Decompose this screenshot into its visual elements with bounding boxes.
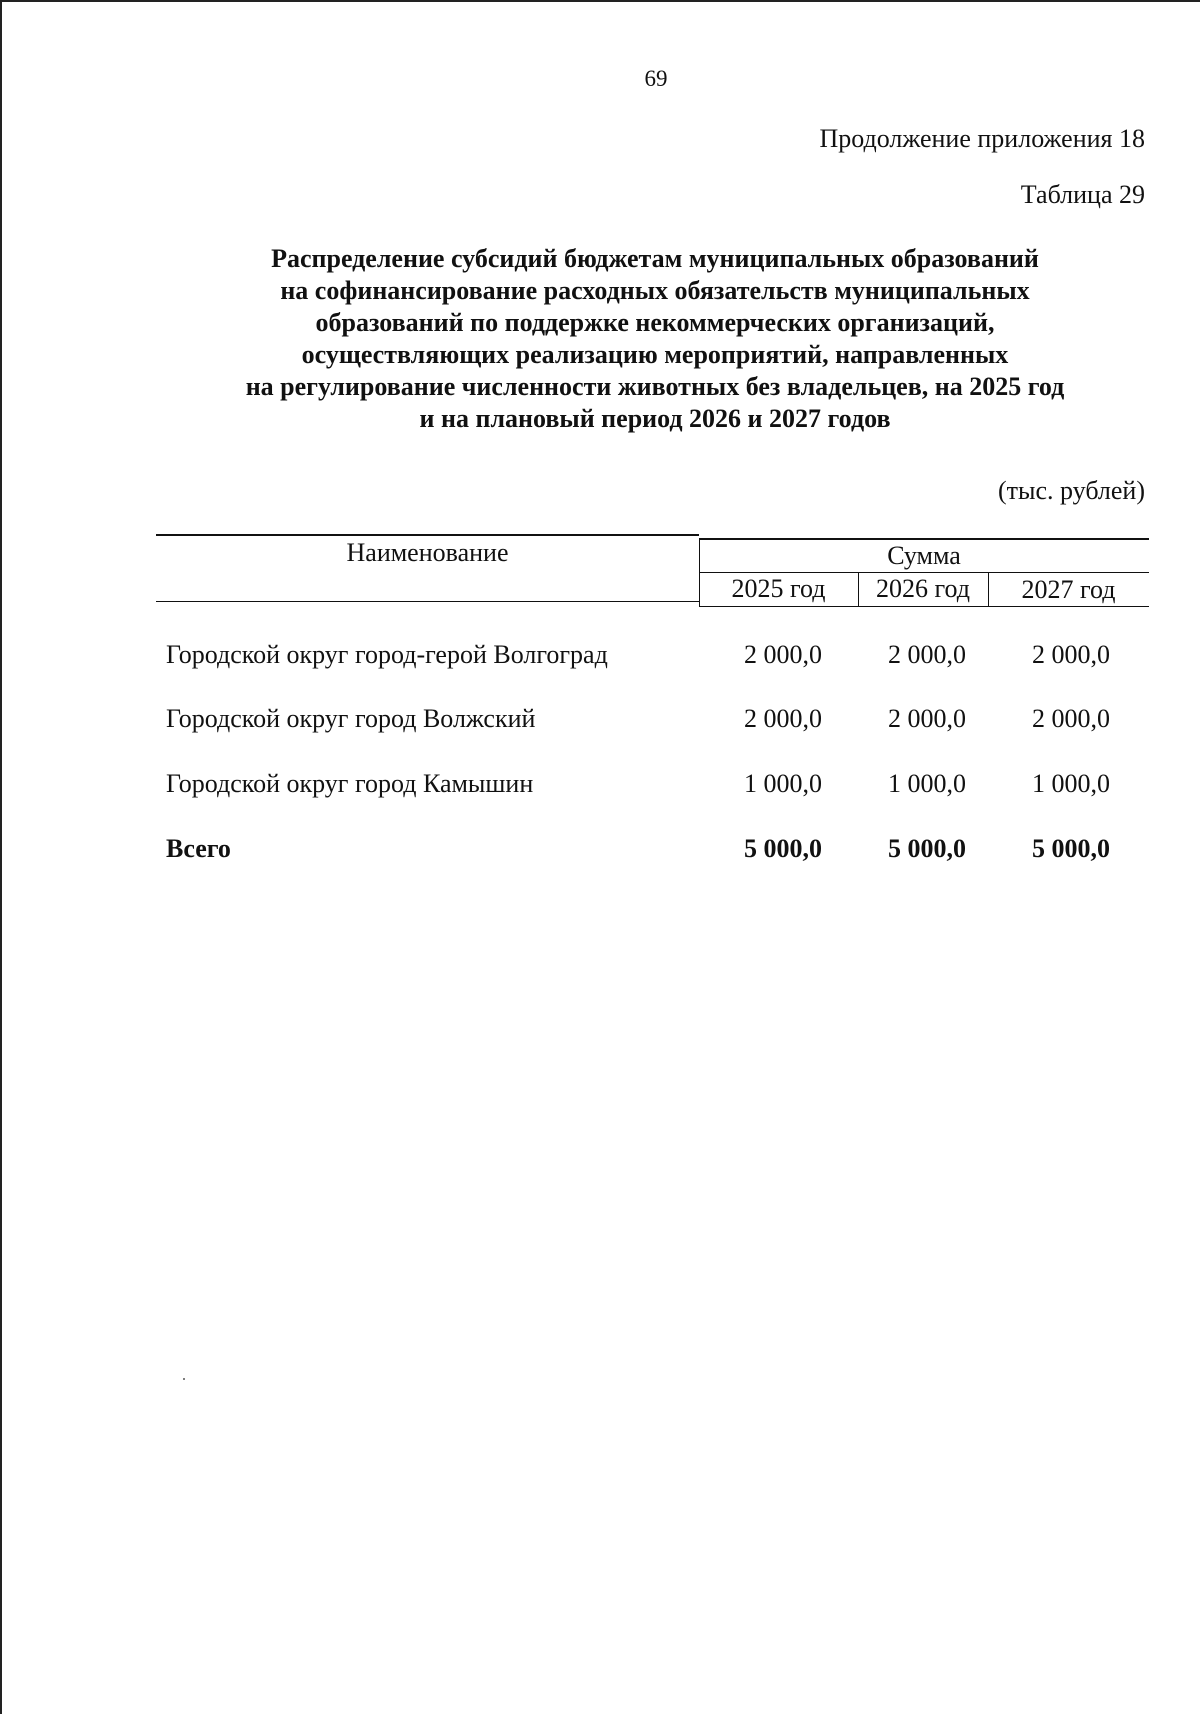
- title-line: осуществляющих реализацию мероприятий, направленных: [301, 340, 1009, 369]
- value-2027: 2 000,0: [1032, 640, 1110, 669]
- row-name: Городской округ город Волжский: [166, 704, 536, 733]
- table-row: [0, 769, 1200, 809]
- header-year-2025: 2025 год: [731, 574, 826, 603]
- title-line: на софинансирование расходных обязательств муниципальных: [280, 276, 1030, 305]
- total-2027: 5 000,0: [1032, 834, 1110, 863]
- table-row: [0, 704, 1200, 744]
- row-name: Городской округ город-герой Волгоград: [166, 640, 608, 669]
- value-2026: 1 000,0: [888, 769, 966, 798]
- total-label: Всего: [166, 834, 231, 863]
- title-line: образований по поддержке некоммерческих организаций,: [315, 308, 995, 337]
- header-name: Наименование: [346, 538, 509, 567]
- value-2027: 2 000,0: [1032, 704, 1110, 733]
- value-2025: 1 000,0: [744, 769, 822, 798]
- scan-border-top: [0, 0, 1200, 2]
- appendix-note: Продолжение приложения 18: [819, 124, 1145, 153]
- header-year-2027: 2027 год: [1021, 575, 1116, 604]
- title-line: и на плановый период 2026 и 2027 годов: [419, 404, 891, 433]
- page-number: 69: [644, 66, 668, 91]
- value-2026: 2 000,0: [888, 704, 966, 733]
- title-line: Распределение субсидий бюджетам муниципальных образований: [271, 244, 1039, 273]
- value-2025: 2 000,0: [744, 704, 822, 733]
- table-total-row: [0, 834, 1200, 874]
- scan-speck: [183, 1378, 185, 1380]
- document-title: [150, 243, 1160, 435]
- title-line: на регулирование численности животных без владельцев, на 2025 год: [245, 372, 1065, 401]
- value-2025: 2 000,0: [744, 640, 822, 669]
- table-rule: [699, 538, 1149, 540]
- table-rule: [156, 601, 699, 602]
- row-name: Городской округ город Камышин: [166, 769, 534, 798]
- total-2026: 5 000,0: [888, 834, 966, 863]
- table-row: [0, 640, 1200, 680]
- table-rule: [699, 606, 1149, 607]
- units-label: (тыс. рублей): [997, 476, 1145, 505]
- value-2026: 2 000,0: [888, 640, 966, 669]
- total-2025: 5 000,0: [744, 834, 822, 863]
- header-sum: Сумма: [887, 541, 961, 570]
- value-2027: 1 000,0: [1032, 769, 1110, 798]
- table-rule: [156, 534, 699, 536]
- header-year-2026: 2026 год: [876, 574, 970, 603]
- table-label: Таблица 29: [1020, 180, 1145, 209]
- table-rule: [699, 572, 1149, 573]
